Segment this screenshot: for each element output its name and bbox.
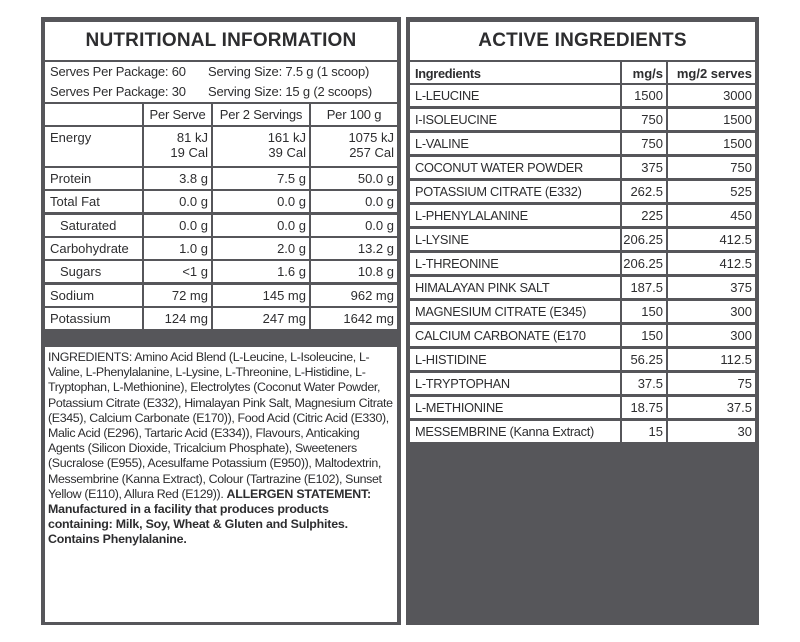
ingredient-name: L-TRYPTOPHAN bbox=[410, 373, 620, 394]
ingredients-statement bbox=[45, 347, 397, 622]
nutrient-per-100g: 10.8 g bbox=[311, 261, 397, 282]
energy-value bbox=[311, 127, 397, 166]
ingredient-mg-per-2-serves: 30 bbox=[668, 421, 755, 442]
header-blank bbox=[45, 104, 142, 125]
ingredient-name: CALCIUM CARBONATE (E170 bbox=[410, 325, 620, 346]
nutrient-per-2-servings: 0.0 g bbox=[213, 215, 309, 236]
nutrient-per-serve: 0.0 g bbox=[144, 215, 211, 236]
nutrient-label: Saturated bbox=[45, 215, 142, 236]
nutrient-label: Carbohydrate bbox=[45, 238, 142, 259]
ingredient-mg-per-serve: 18.75 bbox=[622, 397, 666, 418]
serving-size: Serving Size: 15 g (2 scoops) bbox=[208, 84, 373, 99]
ingredient-name: COCONUT WATER POWDER bbox=[410, 157, 620, 178]
ingredient-mg-per-2-serves: 525 bbox=[668, 181, 755, 202]
ingredient-name: L-HISTIDINE bbox=[410, 349, 620, 370]
ingredient-mg-per-2-serves: 750 bbox=[668, 157, 755, 178]
nutrient-per-100g: 50.0 g bbox=[311, 168, 397, 189]
nutrient-label: Energy bbox=[45, 127, 142, 166]
ingredient-mg-per-2-serves: 1500 bbox=[668, 133, 755, 154]
active-ingredients-panel bbox=[406, 17, 759, 625]
energy-cal: 39 Cal bbox=[268, 145, 306, 160]
header-per-100g: Per 100 g bbox=[311, 104, 397, 125]
ingredient-name: L-VALINE bbox=[410, 133, 620, 154]
ingredient-mg-per-serve: 1500 bbox=[622, 85, 666, 106]
ingredient-name: L-LEUCINE bbox=[410, 85, 620, 106]
active-ingredients-title: ACTIVE INGREDIENTS bbox=[410, 22, 755, 60]
nutrient-per-serve: 124 mg bbox=[144, 308, 211, 329]
ingredient-mg-per-serve: 750 bbox=[622, 109, 666, 130]
nutrition-title: NUTRITIONAL INFORMATION bbox=[45, 22, 397, 60]
serving-size: Serving Size: 7.5 g (1 scoop) bbox=[208, 64, 370, 79]
header-mg-per-serve: mg/s bbox=[622, 62, 666, 83]
nutrient-per-serve: 3.8 g bbox=[144, 168, 211, 189]
ingredient-mg-per-serve: 225 bbox=[622, 205, 666, 226]
nutrient-label: Total Fat bbox=[45, 191, 142, 212]
ingredient-mg-per-2-serves: 300 bbox=[668, 325, 755, 346]
header-per-serve: Per Serve bbox=[144, 104, 211, 125]
ingredient-mg-per-serve: 37.5 bbox=[622, 373, 666, 394]
nutrient-per-100g: 13.2 g bbox=[311, 238, 397, 259]
serves-row bbox=[45, 82, 397, 102]
energy-kj: 1075 kJ bbox=[348, 130, 394, 145]
nutrient-label: Sodium bbox=[45, 285, 142, 306]
ingredient-mg-per-serve: 206.25 bbox=[622, 253, 666, 274]
energy-value bbox=[144, 127, 211, 166]
nutrient-per-2-servings: 0.0 g bbox=[213, 191, 309, 212]
energy-value bbox=[213, 127, 309, 166]
nutrient-per-2-servings: 2.0 g bbox=[213, 238, 309, 259]
nutrient-label: Potassium bbox=[45, 308, 142, 329]
nutrient-per-100g: 0.0 g bbox=[311, 215, 397, 236]
energy-kj: 81 kJ bbox=[176, 130, 208, 145]
nutrient-per-serve: 0.0 g bbox=[144, 191, 211, 212]
ingredient-mg-per-serve: 15 bbox=[622, 421, 666, 442]
nutrient-per-2-servings: 145 mg bbox=[213, 285, 309, 306]
nutrient-per-serve: <1 g bbox=[144, 261, 211, 282]
nutrient-per-100g: 962 mg bbox=[311, 285, 397, 306]
serves-per-package: Serves Per Package: 30 bbox=[50, 84, 186, 99]
ingredient-mg-per-serve: 206.25 bbox=[622, 229, 666, 250]
nutrient-label: Protein bbox=[45, 168, 142, 189]
nutrient-per-2-servings: 1.6 g bbox=[213, 261, 309, 282]
ingredient-mg-per-2-serves: 450 bbox=[668, 205, 755, 226]
ingredient-name: L-THREONINE bbox=[410, 253, 620, 274]
serves-row bbox=[45, 62, 397, 82]
energy-cal: 257 Cal bbox=[349, 145, 394, 160]
allergen-statement: ALLERGEN STATEMENT: Manufactured in a facility that produces products containing: Milk, Soy, Wheat & Gluten and Sulphites. Contains Phenylalanine. bbox=[48, 486, 371, 547]
header-mg-per-2-serves: mg/2 serves bbox=[668, 62, 755, 83]
ingredient-name: I-ISOLEUCINE bbox=[410, 109, 620, 130]
energy-cal: 19 Cal bbox=[170, 145, 208, 160]
ingredient-mg-per-2-serves: 3000 bbox=[668, 85, 755, 106]
ingredient-mg-per-2-serves: 112.5 bbox=[668, 349, 755, 370]
ingredient-name: HIMALAYAN PINK SALT bbox=[410, 277, 620, 298]
ingredient-mg-per-2-serves: 300 bbox=[668, 301, 755, 322]
ingredient-mg-per-serve: 150 bbox=[622, 301, 666, 322]
header-per-2-servings: Per 2 Servings bbox=[213, 104, 309, 125]
nutrient-per-serve: 1.0 g bbox=[144, 238, 211, 259]
ingredient-mg-per-serve: 187.5 bbox=[622, 277, 666, 298]
ingredient-mg-per-2-serves: 1500 bbox=[668, 109, 755, 130]
ingredient-name: L-METHIONINE bbox=[410, 397, 620, 418]
ingredient-name: L-PHENYLALANINE bbox=[410, 205, 620, 226]
ingredient-mg-per-serve: 750 bbox=[622, 133, 666, 154]
nutritional-information-panel bbox=[41, 17, 401, 625]
ingredient-name: POTASSIUM CITRATE (E332) bbox=[410, 181, 620, 202]
header-ingredients: Ingredients bbox=[410, 62, 620, 83]
nutrient-per-100g: 1642 mg bbox=[311, 308, 397, 329]
ingredient-mg-per-2-serves: 412.5 bbox=[668, 229, 755, 250]
ingredient-name: MAGNESIUM CITRATE (E345) bbox=[410, 301, 620, 322]
ingredient-name: L-LYSINE bbox=[410, 229, 620, 250]
ingredient-mg-per-serve: 375 bbox=[622, 157, 666, 178]
ingredient-mg-per-2-serves: 37.5 bbox=[668, 397, 755, 418]
serves-per-package: Serves Per Package: 60 bbox=[50, 64, 186, 79]
nutrient-per-2-servings: 7.5 g bbox=[213, 168, 309, 189]
nutrient-per-2-servings: 247 mg bbox=[213, 308, 309, 329]
nutrient-per-100g: 0.0 g bbox=[311, 191, 397, 212]
ingredient-mg-per-serve: 56.25 bbox=[622, 349, 666, 370]
ingredient-mg-per-2-serves: 75 bbox=[668, 373, 755, 394]
ingredient-mg-per-serve: 262.5 bbox=[622, 181, 666, 202]
ingredient-mg-per-serve: 150 bbox=[622, 325, 666, 346]
energy-kj: 161 kJ bbox=[267, 130, 306, 145]
ingredients-list: INGREDIENTS: Amino Acid Blend (L-Leucine, L-Isoleucine, L-Valine, L-Phenylalanine, L-Lysine, L-Threonine, L-Histidine, L-Tryptophan, L-Methionine), Electrolytes (Coconut Water Powder, Potassium Citrate (E332), Himalayan Pink Salt, Magnesium Citrate (E345), Calcium Carbonate (E170)), Food Acid (Citric Acid (E330), Malic Acid (E296), Tartaric Acid (E334)), Flavours, Anticaking Agents (Silicon Dioxide, Tricalcium Phosphate), Sweeteners (Sucralose (E955), Acesulfame Potassium (E950)), Maltodextrin, Messembrine (Kanna Extract), Colour (Tartrazine (E102), Sunset Yellow (E110), Allura Red (E129)). bbox=[48, 350, 393, 501]
nutrient-per-serve: 72 mg bbox=[144, 285, 211, 306]
ingredient-mg-per-2-serves: 375 bbox=[668, 277, 755, 298]
ingredient-name: MESSEMBRINE (Kanna Extract) bbox=[410, 421, 620, 442]
ingredient-mg-per-2-serves: 412.5 bbox=[668, 253, 755, 274]
nutrient-label: Sugars bbox=[45, 261, 142, 282]
